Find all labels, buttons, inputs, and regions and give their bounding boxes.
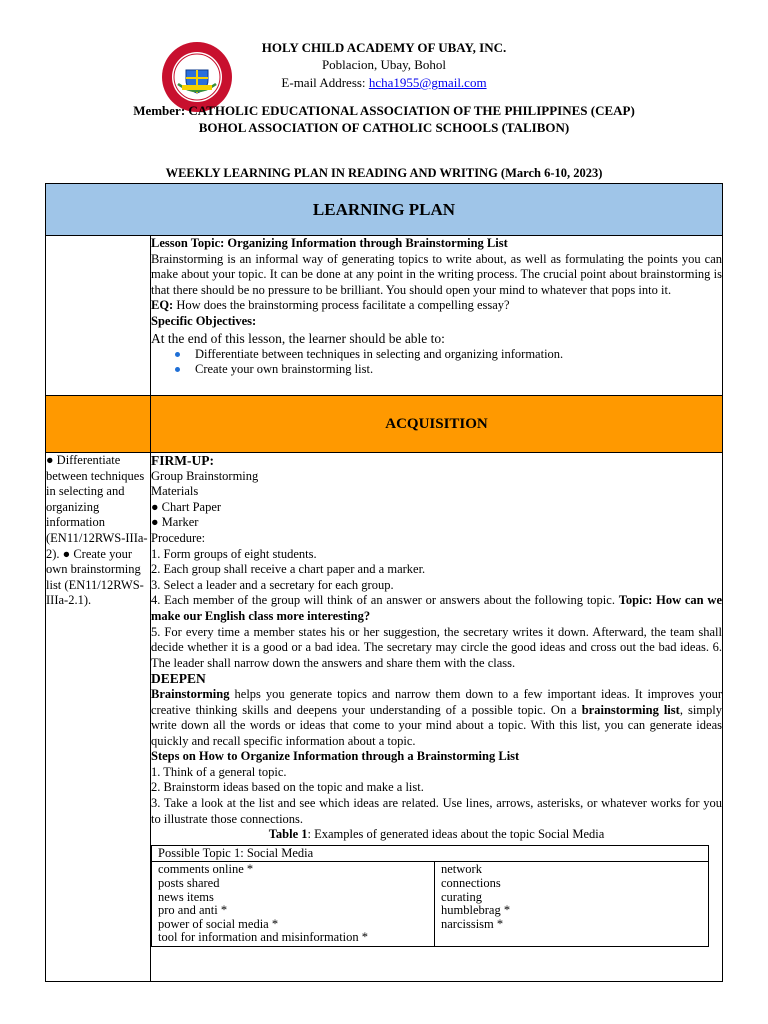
ideas-col-2 [435, 862, 709, 947]
objectives-label: Specific Objectives: [151, 313, 257, 328]
acquisition-cell [151, 453, 723, 982]
org-step: 2. Brainstorm ideas based on the topic and make a list. [151, 780, 424, 795]
idea-item: comments online * [158, 862, 254, 877]
eq-label: EQ: [151, 298, 174, 313]
lesson-intro: Brainstorming is an informal way of generating topics to write about, as well as formulating the points you can make about your topic. It can be done at any point in the writing process. The crucial point about brainstorming is that there should be no pressure to be brilliant. You should open your mind to whatever that pops into it. [151, 251, 722, 297]
procedure-step-5: 5. For every time a member states his or her suggestion, the secretary writes it down. Afterward, the team shall decide whether it is a good or a bad idea. The secretary may circle the good ideas and cross out the bad ideas. 6. The leader shall narrow down the answers and share them with the class. [151, 624, 722, 670]
member-line-bacs: BOHOL ASSOCIATION OF CATHOLIC SCHOOLS (TALIBON) [198, 120, 570, 135]
essential-question [151, 298, 722, 314]
procedure-label: Procedure: [151, 530, 206, 545]
idea-item: curating [441, 889, 482, 904]
competencies-cell: ● Differentiate between techniques in selecting and organizing information (EN11/12RWS-IIIa-2). ● Create your own brainstorming list (EN11/12RWS-IIIa-2.1). [46, 453, 151, 982]
idea-item: pro and anti * [158, 903, 228, 918]
school-name: HOLY CHILD ACADEMY OF UBAY, INC. [261, 40, 507, 55]
objectives-intro: At the end of this lesson, the learner should be able to: [151, 330, 445, 346]
weekly-plan-title: WEEKLY LEARNING PLAN IN READING AND WRITING (March 6-10, 2023) [165, 166, 603, 180]
member-line-ceap: Member: CATHOLIC EDUCATIONAL ASSOCIATION OF THE PHILIPPINES (CEAP) [133, 103, 635, 118]
step4-topic: Topic: How can we make our English class more interesting? [151, 593, 722, 623]
idea-item: connections [441, 876, 501, 891]
idea-item: news items [158, 889, 214, 904]
ideas-table-header: Possible Topic 1: Social Media [152, 845, 709, 862]
school-address: Poblacion, Ubay, Bohol [321, 57, 447, 72]
table-caption-label: Table 1 [268, 827, 308, 842]
idea-item: tool for information and misinformation * [158, 930, 369, 945]
firm-up-label: FIRM-UP: [151, 453, 214, 468]
letterhead [0, 40, 768, 92]
table-caption-text: : Examples of generated ideas about the topic Social Media [307, 827, 605, 842]
idea-item: humblebrag * [441, 903, 511, 918]
lesson-topic: Lesson Topic: Organizing Information through Brainstorming List [151, 236, 508, 250]
email-link[interactable]: hcha1955@gmail.com [368, 75, 487, 90]
objective-item: Differentiate between techniques in selecting and organizing information. [195, 347, 722, 362]
deepen-text-2: , simply write down all the words or ideas that come to your mind about a topic. With this list, you can generate ideas quickly and recall specific information about a topic. [151, 702, 722, 748]
materials-label: Materials [151, 484, 199, 499]
objective-item: Create your own brainstorming list. [195, 362, 722, 377]
idea-item: posts shared [158, 876, 220, 891]
procedure-step: 2. Each group shall receive a chart paper and a marker. [151, 562, 426, 577]
material-item: ● Marker [151, 515, 199, 530]
ideas-table [151, 845, 709, 947]
learning-plan-table [45, 183, 723, 982]
steps-heading: Steps on How to Organize Information through a Brainstorming List [151, 749, 520, 764]
email-label: E-mail Address: [281, 75, 369, 90]
org-step: 3. Take a look at the list and see which ideas are related. Use lines, arrows, asterisks, or whatever works for you to illustrate those connections. [151, 796, 722, 826]
deepen-paragraph [151, 687, 722, 749]
eq-text: How does the brainstorming process facilitate a compelling essay? [173, 298, 510, 313]
step4-text: 4. Each member of the group will think of an answer or answers about the following topic. [151, 593, 619, 608]
procedure-step: 1. Form groups of eight students. [151, 546, 317, 561]
deepen-text-1: helps you generate topics and narrow them down to a few important ideas. It improves your creative thinking skills and deepens your understanding of a possible topic. On a [151, 686, 722, 717]
material-item: ● Chart Paper [151, 499, 222, 514]
idea-item: narcissism * [441, 916, 504, 931]
acquisition-heading: ACQUISITION [151, 396, 723, 453]
procedure-step: 3. Select a leader and a secretary for each group. [151, 577, 394, 592]
activity-name: Group Brainstorming [151, 468, 259, 483]
ideas-col-1 [152, 862, 435, 947]
lesson-left-cell [46, 236, 151, 396]
membership-lines [0, 102, 768, 136]
acquisition-left-band [46, 396, 151, 453]
deepen-label: DEEPEN [151, 671, 206, 687]
email-line [0, 74, 768, 92]
idea-item: network [441, 862, 482, 877]
learning-plan-heading: LEARNING PLAN [46, 184, 723, 236]
org-step: 1. Think of a general topic. [151, 764, 287, 779]
deepen-bold-1: Brainstorming [151, 686, 230, 701]
lesson-cell [151, 236, 723, 396]
table-caption [151, 827, 722, 843]
deepen-bold-2: brainstorming list [581, 702, 680, 717]
procedure-step-4 [151, 593, 722, 624]
objectives-list [151, 347, 722, 377]
idea-item: power of social media * [158, 916, 279, 931]
